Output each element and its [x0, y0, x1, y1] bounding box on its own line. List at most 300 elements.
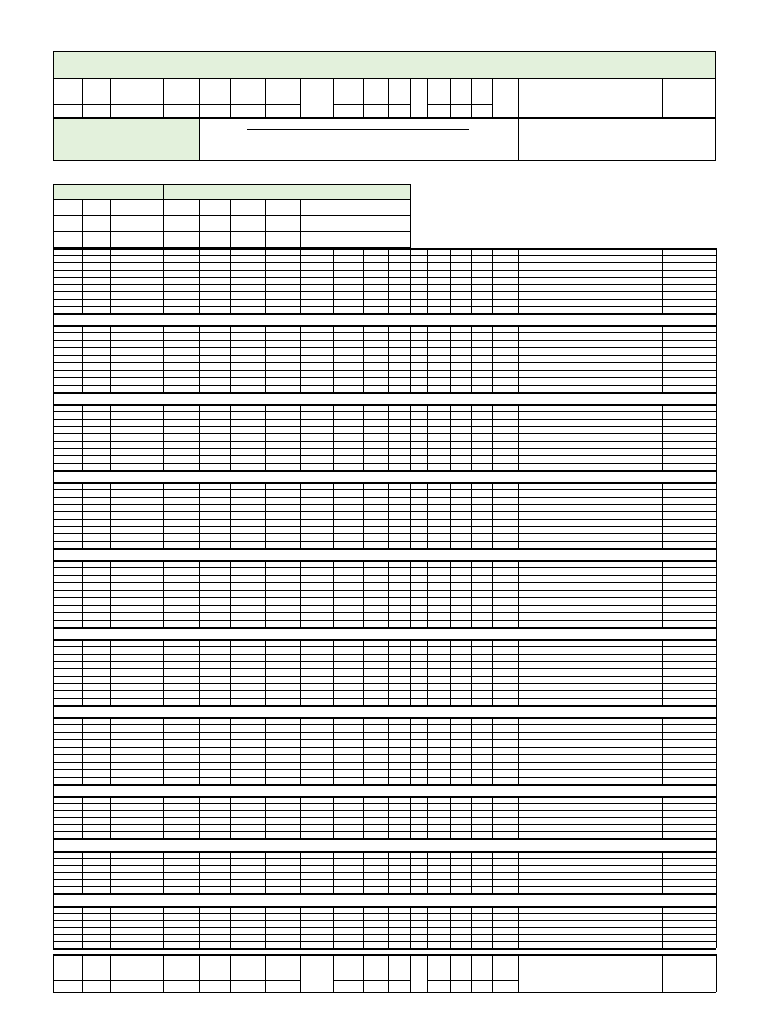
data-col-divider — [110, 639, 111, 705]
header-col-divider — [110, 78, 111, 118]
block-right-border — [716, 325, 717, 392]
block-top-border — [53, 482, 716, 484]
gap-left-border — [53, 893, 54, 906]
subheader-grid — [53, 199, 411, 248]
data-row-line — [53, 426, 716, 427]
info-value-cell — [199, 118, 519, 161]
block-top-border — [53, 248, 716, 250]
block-bottom-border — [53, 470, 716, 472]
block-bottom-border — [53, 948, 716, 950]
data-row-line — [53, 754, 716, 755]
header-subrow-line — [53, 104, 300, 105]
block-right-border — [716, 851, 717, 893]
data-row-line — [53, 489, 716, 490]
data-row-line — [53, 879, 716, 880]
data-col-divider — [265, 482, 266, 548]
data-col-divider — [82, 482, 83, 548]
data-col-divider — [163, 717, 164, 784]
data-col-divider — [265, 560, 266, 627]
block-right-border — [716, 717, 717, 784]
data-row-line — [53, 355, 716, 356]
data-col-divider — [199, 404, 200, 470]
footer-right-border — [716, 954, 717, 992]
data-row-line — [53, 810, 716, 811]
data-row-line — [53, 668, 716, 669]
footer-col-divider — [427, 954, 428, 992]
data-col-divider — [427, 560, 428, 627]
data-col-divider — [300, 482, 301, 548]
data-row-line — [53, 419, 716, 420]
subheader-col-divider — [230, 199, 231, 248]
gap-right-border — [716, 548, 717, 560]
data-row-line — [53, 291, 716, 292]
header-col-divider — [265, 78, 266, 118]
data-col-divider — [388, 560, 389, 627]
header-col-divider — [450, 78, 451, 118]
data-col-divider — [492, 325, 493, 392]
data-col-divider — [427, 639, 428, 705]
gap-left-border — [53, 627, 54, 639]
data-row-line — [53, 654, 716, 655]
data-col-divider — [199, 639, 200, 705]
data-col-divider — [265, 639, 266, 705]
block-left-border — [53, 325, 54, 392]
block-bottom-border — [53, 548, 716, 550]
subheader-row-line — [53, 215, 411, 216]
data-col-divider — [471, 325, 472, 392]
block-left-border — [53, 560, 54, 627]
data-row-line — [53, 803, 716, 804]
data-row-line — [53, 865, 716, 866]
data-col-divider — [230, 639, 231, 705]
footer-col-divider — [518, 954, 519, 992]
block-left-border — [53, 248, 54, 313]
data-col-divider — [363, 560, 364, 627]
block-left-border — [53, 404, 54, 470]
data-col-divider — [518, 248, 519, 313]
data-col-divider — [110, 717, 111, 784]
data-col-divider — [427, 404, 428, 470]
data-row-line — [53, 567, 716, 568]
data-row-line — [53, 747, 716, 748]
block-bottom-border — [53, 838, 716, 840]
data-col-divider — [199, 482, 200, 548]
data-row-line — [53, 582, 716, 583]
block-bottom-border — [53, 627, 716, 629]
header-col-divider — [333, 78, 334, 118]
footer-col-divider — [388, 954, 389, 992]
data-col-divider — [662, 482, 663, 548]
data-col-divider — [265, 404, 266, 470]
footer-col-divider — [471, 954, 472, 992]
header-col-divider — [300, 78, 301, 118]
gap-right-border — [716, 392, 717, 404]
data-col-divider — [427, 482, 428, 548]
data-col-divider — [471, 404, 472, 470]
data-row-line — [53, 732, 716, 733]
data-col-divider — [230, 482, 231, 548]
block-left-border — [53, 482, 54, 548]
data-col-divider — [333, 639, 334, 705]
block-right-border — [716, 796, 717, 838]
data-col-divider — [410, 560, 411, 627]
data-row-line — [53, 698, 716, 699]
header-col-divider — [388, 78, 389, 118]
gap-right-border — [716, 838, 717, 851]
header-col-divider — [82, 78, 83, 118]
data-col-divider — [363, 639, 364, 705]
header-col-divider — [518, 78, 519, 118]
data-col-divider — [662, 639, 663, 705]
data-col-divider — [388, 404, 389, 470]
gap-left-border — [53, 392, 54, 404]
block-right-border — [716, 482, 717, 548]
data-col-divider — [199, 560, 200, 627]
data-col-divider — [492, 404, 493, 470]
data-col-divider — [300, 248, 301, 313]
data-col-divider — [363, 248, 364, 313]
data-col-divider — [82, 404, 83, 470]
data-row-line — [53, 385, 716, 386]
data-col-divider — [410, 482, 411, 548]
data-row-line — [53, 817, 716, 818]
data-col-divider — [450, 717, 451, 784]
data-col-divider — [410, 325, 411, 392]
data-col-divider — [110, 560, 111, 627]
block-right-border — [716, 404, 717, 470]
header-col-divider — [427, 78, 428, 118]
data-col-divider — [163, 325, 164, 392]
data-col-divider — [333, 325, 334, 392]
data-row-line — [53, 284, 716, 285]
data-col-divider — [300, 639, 301, 705]
data-col-divider — [471, 482, 472, 548]
footer-col-divider — [363, 954, 364, 992]
footer-col-divider — [110, 954, 111, 992]
subheader-col-divider — [110, 199, 111, 248]
data-row-line — [53, 270, 716, 271]
footer-col-divider — [662, 954, 663, 992]
data-row-line — [53, 605, 716, 606]
data-col-divider — [450, 560, 451, 627]
data-row-line — [53, 739, 716, 740]
data-row-line — [53, 646, 716, 647]
block-top-border — [53, 796, 716, 798]
footer-left-border — [53, 954, 54, 992]
data-col-divider — [662, 717, 663, 784]
footer-col-divider — [410, 954, 411, 992]
data-col-divider — [450, 325, 451, 392]
data-row-line — [53, 590, 716, 591]
data-row-line — [53, 769, 716, 770]
data-col-divider — [265, 325, 266, 392]
footer-col-divider — [230, 954, 231, 992]
footer-top-border — [53, 954, 716, 956]
footer-col-divider — [492, 954, 493, 992]
data-col-divider — [333, 482, 334, 548]
data-col-divider — [265, 248, 266, 313]
data-col-divider — [518, 560, 519, 627]
data-col-divider — [410, 248, 411, 313]
data-col-divider — [163, 560, 164, 627]
subheader-col-divider — [163, 199, 164, 248]
data-col-divider — [110, 404, 111, 470]
data-col-divider — [300, 717, 301, 784]
data-col-divider — [662, 248, 663, 313]
gap-left-border — [53, 313, 54, 325]
footer-mid-line — [333, 980, 410, 981]
block-right-border — [716, 639, 717, 705]
block-right-border — [716, 248, 717, 313]
gap-right-border — [716, 627, 717, 639]
block-right-border — [716, 906, 717, 948]
data-row-line — [53, 306, 716, 307]
data-col-divider — [333, 560, 334, 627]
gap-left-border — [53, 705, 54, 717]
header-col-divider — [163, 78, 164, 118]
data-col-divider — [82, 717, 83, 784]
data-row-line — [53, 724, 716, 725]
data-row-line — [53, 533, 716, 534]
data-row-line — [53, 262, 716, 263]
info-right-cell — [518, 118, 716, 161]
data-col-divider — [199, 717, 200, 784]
data-col-divider — [230, 404, 231, 470]
footer-col-divider — [163, 954, 164, 992]
data-row-line — [53, 597, 716, 598]
data-col-divider — [450, 404, 451, 470]
header-col-divider — [471, 78, 472, 118]
data-row-line — [53, 347, 716, 348]
data-col-divider — [82, 639, 83, 705]
header-col-divider — [410, 78, 411, 118]
subheader-right-label — [163, 184, 411, 200]
data-col-divider — [300, 560, 301, 627]
footer-mid-line — [427, 980, 518, 981]
data-row-line — [53, 777, 716, 778]
gap-left-border — [53, 548, 54, 560]
data-col-divider — [662, 404, 663, 470]
data-col-divider — [492, 482, 493, 548]
gap-right-border — [716, 893, 717, 906]
footer-bottom-border — [53, 992, 716, 993]
data-col-divider — [388, 325, 389, 392]
data-col-divider — [492, 639, 493, 705]
data-col-divider — [163, 404, 164, 470]
block-bottom-border — [53, 893, 716, 895]
data-col-divider — [163, 248, 164, 313]
data-row-line — [53, 463, 716, 464]
data-col-divider — [230, 560, 231, 627]
data-row-line — [53, 519, 716, 520]
data-col-divider — [492, 248, 493, 313]
data-col-divider — [450, 482, 451, 548]
header-col-divider — [662, 78, 663, 118]
data-col-divider — [110, 482, 111, 548]
info-label-cell — [53, 118, 200, 161]
block-bottom-border — [53, 705, 716, 707]
data-col-divider — [471, 248, 472, 313]
block-top-border — [53, 717, 716, 719]
data-col-divider — [333, 248, 334, 313]
data-col-divider — [300, 325, 301, 392]
data-col-divider — [300, 404, 301, 470]
block-top-border — [53, 851, 716, 853]
data-col-divider — [492, 717, 493, 784]
data-col-divider — [471, 639, 472, 705]
gap-right-border — [716, 784, 717, 796]
data-row-line — [53, 332, 716, 333]
data-row-line — [53, 913, 716, 914]
footer-col-divider — [300, 954, 301, 992]
gap-right-border — [716, 313, 717, 325]
block-bottom-border — [53, 392, 716, 394]
block-left-border — [53, 717, 54, 784]
data-row-line — [53, 927, 716, 928]
data-row-line — [53, 676, 716, 677]
subheader-col-divider — [82, 199, 83, 248]
data-row-line — [53, 455, 716, 456]
data-col-divider — [82, 248, 83, 313]
data-col-divider — [333, 404, 334, 470]
gap-right-border — [716, 470, 717, 482]
data-col-divider — [410, 717, 411, 784]
data-row-line — [53, 575, 716, 576]
data-col-divider — [427, 248, 428, 313]
data-col-divider — [388, 717, 389, 784]
header-col-divider — [230, 78, 231, 118]
title-banner — [53, 51, 716, 79]
subheader-col-divider — [300, 199, 301, 248]
footer-col-divider — [333, 954, 334, 992]
data-col-divider — [363, 482, 364, 548]
data-col-divider — [471, 717, 472, 784]
data-col-divider — [427, 717, 428, 784]
header-subrow-line — [333, 104, 410, 105]
block-right-border — [716, 560, 717, 627]
gap-left-border — [53, 784, 54, 796]
footer-col-divider — [450, 954, 451, 992]
data-col-divider — [230, 717, 231, 784]
data-col-divider — [82, 560, 83, 627]
data-col-divider — [518, 639, 519, 705]
data-col-divider — [163, 639, 164, 705]
header-col-divider — [363, 78, 364, 118]
data-col-divider — [265, 717, 266, 784]
data-row-line — [53, 411, 716, 412]
data-row-line — [53, 370, 716, 371]
data-col-divider — [450, 248, 451, 313]
data-col-divider — [427, 325, 428, 392]
gap-left-border — [53, 470, 54, 482]
data-col-divider — [662, 325, 663, 392]
data-col-divider — [230, 325, 231, 392]
info-underline — [247, 129, 469, 130]
gap-left-border — [53, 838, 54, 851]
block-bottom-border — [53, 784, 716, 786]
data-row-line — [53, 941, 716, 942]
subheader-col-divider — [265, 199, 266, 248]
data-col-divider — [363, 325, 364, 392]
data-row-line — [53, 683, 716, 684]
data-row-line — [53, 340, 716, 341]
data-col-divider — [518, 404, 519, 470]
data-col-divider — [518, 325, 519, 392]
data-col-divider — [199, 248, 200, 313]
footer-mid-line — [53, 980, 300, 981]
data-col-divider — [163, 482, 164, 548]
data-row-line — [53, 497, 716, 498]
data-row-line — [53, 872, 716, 873]
data-row-line — [53, 920, 716, 921]
data-col-divider — [518, 717, 519, 784]
header-subrow-line — [427, 104, 492, 105]
block-top-border — [53, 325, 716, 327]
data-col-divider — [410, 404, 411, 470]
data-col-divider — [110, 325, 111, 392]
data-row-line — [53, 299, 716, 300]
header-col-divider — [199, 78, 200, 118]
data-row-line — [53, 612, 716, 613]
block-top-border — [53, 560, 716, 562]
data-col-divider — [388, 248, 389, 313]
block-bottom-border — [53, 313, 716, 315]
data-col-divider — [82, 325, 83, 392]
data-col-divider — [110, 248, 111, 313]
data-row-line — [53, 762, 716, 763]
data-row-line — [53, 886, 716, 887]
data-row-line — [53, 511, 716, 512]
data-col-divider — [492, 560, 493, 627]
data-row-line — [53, 441, 716, 442]
data-col-divider — [518, 482, 519, 548]
data-col-divider — [199, 325, 200, 392]
subheader-left-label — [53, 184, 164, 200]
data-col-divider — [333, 717, 334, 784]
data-row-line — [53, 277, 716, 278]
footer-col-divider — [199, 954, 200, 992]
data-col-divider — [388, 639, 389, 705]
data-row-line — [53, 620, 716, 621]
data-row-line — [53, 934, 716, 935]
subheader-row-line — [53, 231, 411, 232]
data-row-line — [53, 448, 716, 449]
data-col-divider — [450, 639, 451, 705]
data-row-line — [53, 541, 716, 542]
gap-right-border — [716, 705, 717, 717]
header-columns-row — [53, 78, 716, 118]
data-row-line — [53, 661, 716, 662]
data-col-divider — [363, 404, 364, 470]
block-top-border — [53, 404, 716, 406]
data-row-line — [53, 690, 716, 691]
header-col-divider — [492, 78, 493, 118]
data-row-line — [53, 255, 716, 256]
data-row-line — [53, 824, 716, 825]
data-row-line — [53, 362, 716, 363]
data-row-line — [53, 504, 716, 505]
data-col-divider — [471, 560, 472, 627]
block-top-border — [53, 639, 716, 641]
footer-col-divider — [265, 954, 266, 992]
data-col-divider — [388, 482, 389, 548]
subheader-col-divider — [199, 199, 200, 248]
data-col-divider — [363, 717, 364, 784]
data-row-line — [53, 858, 716, 859]
data-row-line — [53, 831, 716, 832]
block-top-border — [53, 906, 716, 908]
data-row-line — [53, 377, 716, 378]
